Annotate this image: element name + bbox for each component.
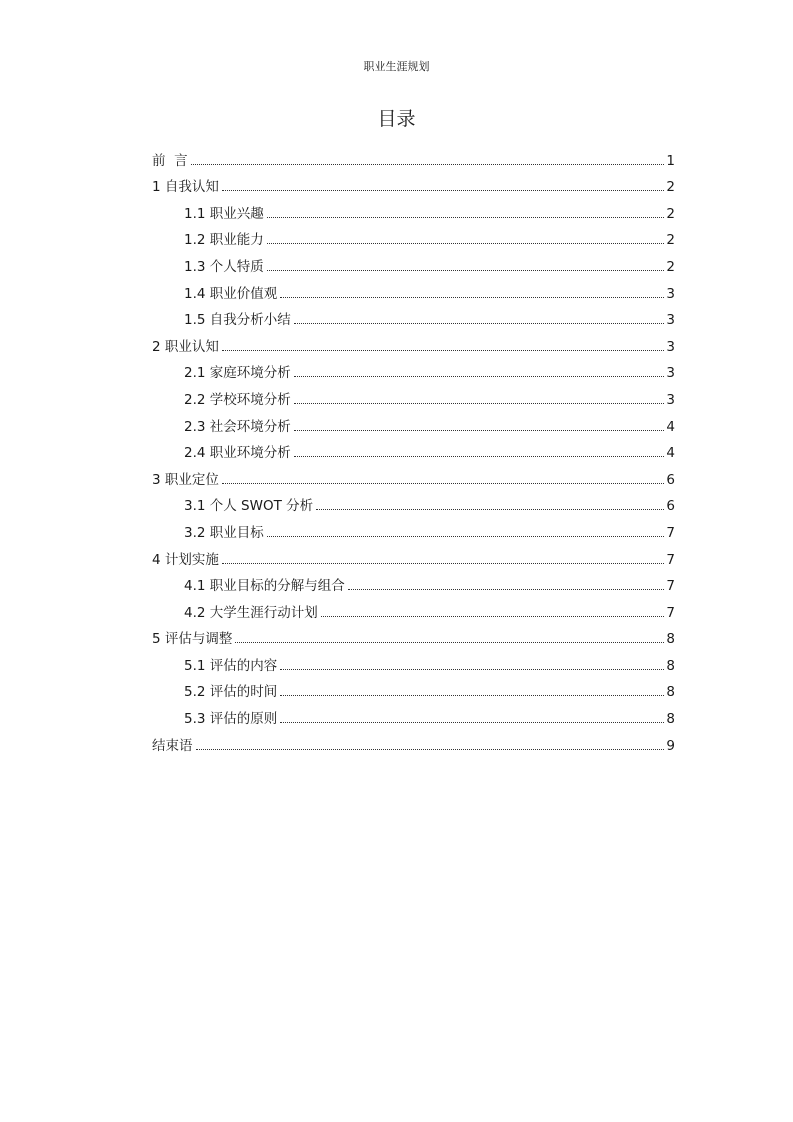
toc-entry-label: 5.3 评估的原则 [184,711,278,728]
toc-dot-leader [294,376,665,377]
toc-entry[interactable] [152,381,675,408]
toc-dot-leader [280,297,664,298]
toc-dot-leader [280,669,664,670]
toc-entry-label: 结束语 [152,737,193,754]
toc-dot-leader [196,749,665,750]
running-header: 职业生涯规划 [363,60,430,73]
toc-entry-page-number: 6 [666,498,675,515]
toc-dot-leader [222,483,665,484]
toc-dot-leader [222,350,665,351]
toc-entry-label: 5 评估与调整 [152,631,233,648]
toc-entry[interactable] [152,275,675,302]
toc-dot-leader [348,589,665,590]
toc-entry[interactable] [152,514,675,541]
toc-entry[interactable] [152,355,675,382]
toc-entry-page-number: 2 [666,258,675,275]
toc-entry-label: 3 职业定位 [152,471,219,488]
toc-entry-label: 4 计划实施 [152,551,219,568]
toc-entry-page-number: 7 [666,551,675,568]
toc-entry[interactable] [152,195,675,222]
toc-entry-page-number: 1 [666,152,675,169]
toc-dot-leader [316,509,664,510]
toc-dot-leader [267,243,665,244]
toc-entry[interactable] [152,568,675,595]
toc-entry-label: 5.2 评估的时间 [184,684,278,701]
toc-entry-page-number: 8 [666,657,675,674]
toc-entry-label: 3.2 职业目标 [184,524,264,541]
toc-entry-page-number: 6 [666,471,675,488]
toc-dot-leader [294,323,665,324]
toc-entry-label: 2.4 职业环境分析 [184,445,291,462]
toc-entry-page-number: 8 [666,711,675,728]
toc-entry-label: 前 言 [152,152,188,169]
toc-entry[interactable] [152,328,675,355]
toc-dot-leader [222,190,665,191]
toc-entry-page-number: 3 [666,365,675,382]
toc-entry[interactable] [152,248,675,275]
toc-dot-leader [321,616,665,617]
toc-entry-page-number: 7 [666,604,675,621]
toc-dot-leader [222,563,665,564]
toc-dot-leader [267,270,665,271]
toc-entry-page-number: 3 [666,391,675,408]
toc-entry-label: 3.1 个人 SWOT 分析 [184,498,314,515]
toc-entry-label: 5.1 评估的内容 [184,657,278,674]
toc-entry[interactable] [152,461,675,488]
toc-entry-label: 1.4 职业价值观 [184,285,278,302]
toc-entry-label: 4.2 大学生涯行动计划 [184,604,318,621]
toc-entry-label: 1.1 职业兴趣 [184,205,264,222]
toc-entry[interactable] [152,621,675,648]
toc-entry-label: 2.2 学校环境分析 [184,391,291,408]
toc-entry[interactable] [152,142,675,169]
toc-entry-page-number: 2 [666,205,675,222]
toc-entry-page-number: 3 [666,312,675,329]
toc-entry-page-number: 3 [666,338,675,355]
toc-dot-leader [294,456,665,457]
toc-entry-page-number: 4 [666,445,675,462]
toc-dot-leader [191,164,665,165]
toc-entry[interactable] [152,169,675,196]
toc-entry[interactable] [152,647,675,674]
toc-dot-leader [280,722,664,723]
toc-entry-label: 2.1 家庭环境分析 [184,365,291,382]
toc-entry[interactable] [152,408,675,435]
toc-dot-leader [267,536,665,537]
toc-entry[interactable] [152,727,675,754]
toc-entry-page-number: 8 [666,684,675,701]
toc-entry-label: 1 自我认知 [152,179,219,196]
table-of-contents [152,142,675,754]
toc-entry[interactable] [152,594,675,621]
toc-entry[interactable] [152,674,675,701]
toc-entry[interactable] [152,302,675,329]
toc-dot-leader [280,695,664,696]
toc-entry-page-number: 7 [666,578,675,595]
toc-entry-page-number: 9 [666,737,675,754]
toc-entry-page-number: 4 [666,418,675,435]
toc-dot-leader [294,403,665,404]
toc-entry-page-number: 8 [666,631,675,648]
toc-title: 目录 [377,108,416,130]
toc-dot-leader [267,217,665,218]
toc-entry[interactable] [152,222,675,249]
toc-entry-label: 1.5 自我分析小结 [184,312,291,329]
toc-entry-page-number: 7 [666,524,675,541]
toc-entry[interactable] [152,488,675,515]
toc-entry-label: 2.3 社会环境分析 [184,418,291,435]
toc-entry[interactable] [152,700,675,727]
toc-entry-label: 4.1 职业目标的分解与组合 [184,578,345,595]
toc-entry-page-number: 2 [666,179,675,196]
toc-entry-page-number: 3 [666,285,675,302]
toc-entry[interactable] [152,435,675,462]
toc-entry[interactable] [152,541,675,568]
toc-entry-page-number: 2 [666,232,675,249]
toc-entry-label: 1.2 职业能力 [184,232,264,249]
toc-entry-label: 2 职业认知 [152,338,219,355]
toc-entry-label: 1.3 个人特质 [184,258,264,275]
toc-dot-leader [235,642,664,643]
toc-dot-leader [294,430,665,431]
